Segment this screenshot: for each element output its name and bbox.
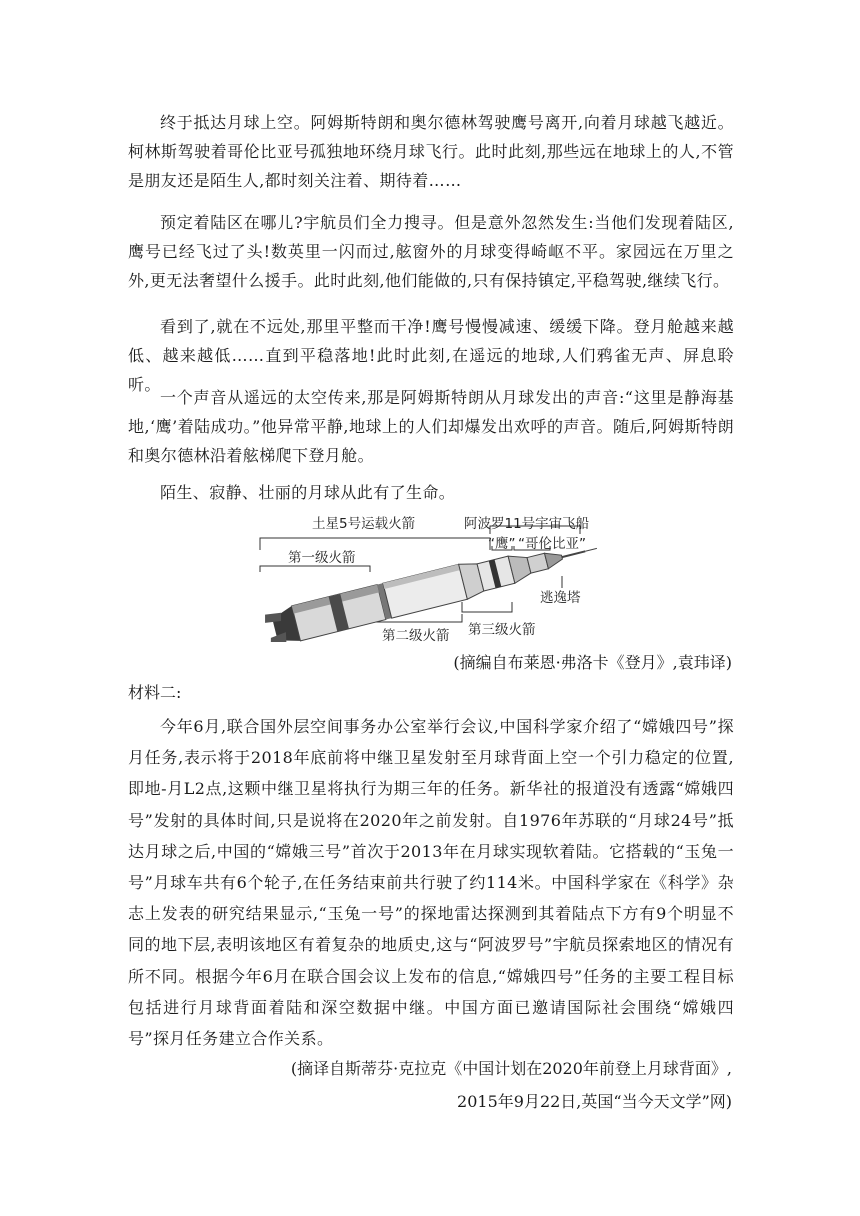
label-stage-2: 第二级火箭 (382, 628, 450, 644)
label-columbia: “哥伦比亚” (518, 536, 586, 552)
material1-paragraph-5: 陌生、寂静、壮丽的月球从此有了生命。 (160, 483, 456, 502)
material1-paragraph-1: 终于抵达月球上空。阿姆斯特朗和奥尔德林驾驶鹰号离开,向着月球越飞越近。柯林斯驾驶着哥伦比亚号孤独地环绕月球飞行。此时此刻,那些远在地球上的人,不管是朋友还是陌生人,都时刻关注着、期待着…… (128, 113, 734, 190)
label-stage-1: 第一级火箭 (288, 550, 356, 566)
label-apollo-11: 阿波罗11号宇宙飞船 (464, 516, 590, 532)
label-escape-tower: 逃逸塔 (540, 590, 581, 606)
label-eagle: “鹰” (488, 536, 516, 552)
material2-heading: 材料二: (128, 683, 182, 702)
material1-paragraph-4: 一个声音从遥远的太空传来,那是阿姆斯特朗从月球发出的声音:“这里是静海基地,‘鹰’着陆成功。”他异常平静,地球上的人们却爆发出欢呼的声音。随后,阿姆斯特朗和奥尔德林沿着舷梯爬下登月舱。 (128, 388, 734, 465)
saturn-v-rocket-diagram (250, 510, 610, 642)
material2-paragraph: 今年6月,联合国外层空间事务办公室举行会议,中国科学家介绍了“嫦娥四号”探月任务,表示将于2018年底前将中继卫星发射至月球背面上空一个引力稳定的位置,即地-月L2点,这颗中继卫星将执行为期三年的任务。新华社的报道没有透露“嫦娥四号”发射的具体时间,只是说将在2020年之前发射。自1976年苏联的“月球24号”抵达月球之后,中国的“嫦娥三号”首次于2013年在月球实现软着陆。它搭载的“玉兔一号”月球车共有6个轮子,在任务结束前共行驶了约114米。中国科学家在《科学》杂志上发表的研究结果显示,“玉兔一号”的探地雷达探测到其着陆点下方有9个明显不同的地下层,表明该地区有着复杂的地质史,这与“阿波罗号”宇航员探索地区的情况有所不同。根据今年6月在联合国会议上发布的信息,“嫦娥四号”任务的主要工程目标包括进行月球背面着陆和深空数据中继。中国方面已邀请国际社会围绕“嫦娥四号”探月任务建立合作关系。 (128, 717, 734, 1049)
material2-citation-line-1: (摘译自斯蒂芬·克拉克《中国计划在2020年前登上月球背面》, (290, 1059, 732, 1078)
label-saturn-v: 土星5号运载火箭 (312, 516, 416, 532)
material1-paragraph-2: 预定着陆区在哪儿?宇航员们全力搜寻。但是意外忽然发生:当他们发现着陆区,鹰号已经飞过了头!数英里一闪而过,舷窗外的月球变得崎岖不平。家园远在万里之外,更无法奢望什么援手。此时此刻,他们能做的,只有保持镇定,平稳驾驶,继续飞行。 (128, 213, 734, 290)
material1-paragraph-3: 看到了,就在不远处,那里平整而干净!鹰号慢慢减速、缓缓下降。登月舱越来越低、越来越低……直到平稳落地!此时此刻,在遥远的地球,人们鸦雀无声、屏息聆听。 (128, 317, 734, 394)
label-stage-3: 第三级火箭 (468, 622, 536, 638)
material1-citation: (摘编自布莱恩·弗洛卡《登月》,袁玮译) (453, 653, 732, 672)
material2-citation-line-2: 2015年9月22日,英国“当今天文学”网) (457, 1092, 732, 1111)
